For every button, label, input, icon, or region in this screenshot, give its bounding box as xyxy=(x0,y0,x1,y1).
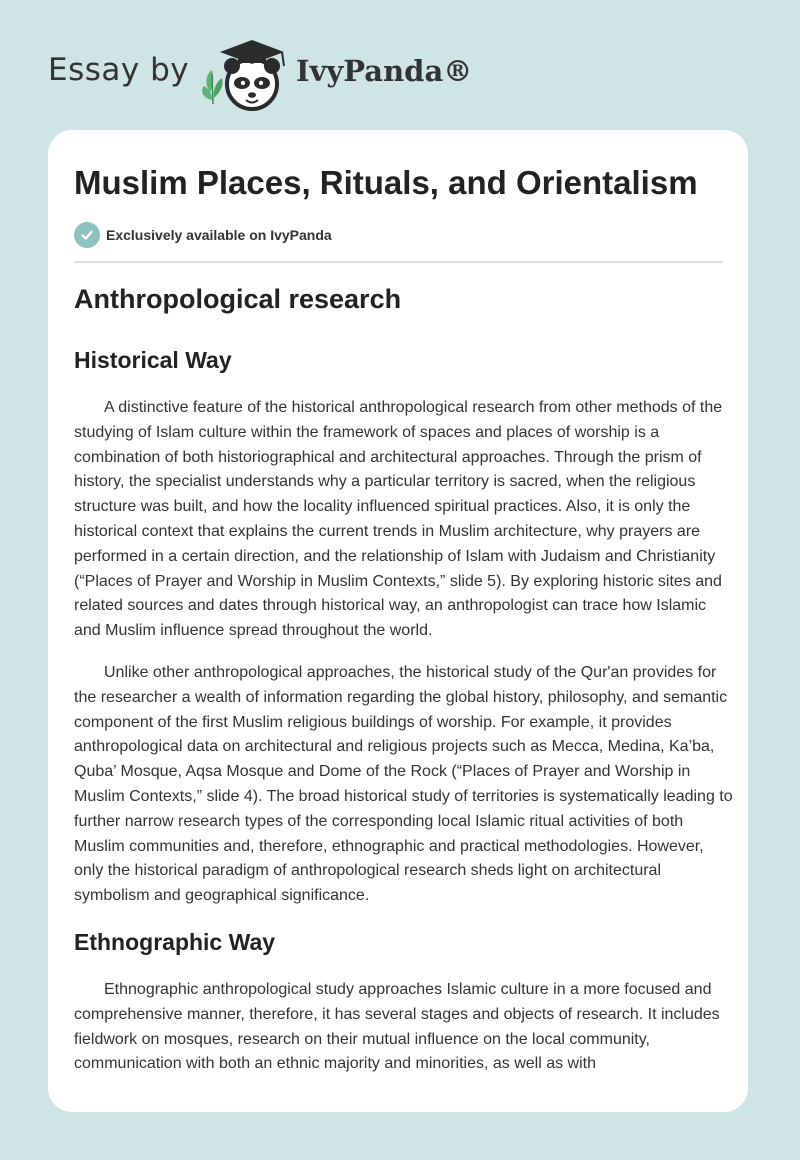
subsection-heading: Historical Way xyxy=(74,347,232,373)
subsection-heading: Ethnographic Way xyxy=(74,929,276,955)
site-header xyxy=(0,0,800,125)
panda-icon xyxy=(220,40,284,109)
leaf-icon xyxy=(202,70,222,104)
divider xyxy=(74,261,723,263)
badge-label: Exclusively available on IvyPanda xyxy=(106,227,332,243)
check-icon xyxy=(74,222,100,248)
paragraph: Ethnographic anthropological study approaches Islamic culture in a more focused and comprehensive manner, therefore, it has several stages and objects of research. It includes fieldwork on mosques, research on their mutual influence on the local community, communication with both an ethnic majority and minorities, as well as with xyxy=(74,981,720,1073)
exclusive-badge xyxy=(74,222,332,248)
essay-card xyxy=(48,130,748,1112)
section-heading: Anthropological research xyxy=(74,284,402,314)
page-title: Muslim Places, Rituals, and Orientalism xyxy=(74,164,698,201)
paragraph: Unlike other anthropological approaches, the historical study of the Qur'an provides for the researcher a wealth of information regarding the global history, philosophy, and semantic component of the first Muslim religious buildings of worship. For example, it provides anthropological data on architectural and religious projects such as Mecca, Medina, Ka’ba, Quba’ Mosque, Aqsa Mosque and Dome of the Rock (“Places of Prayer and Worship in Muslim Contexts,” slide 4). The broad historical study of territories is systematically leading to further narrow research types of the corresponding local Islamic ritual activities of both Muslim communities and, therefore, ethnographic and practical methodologies. However, only the historical paradigm of anthropological research sheds light on architectural symbolism and geographical significance. xyxy=(74,664,733,905)
paragraph: A distinctive feature of the historical anthropological research from other methods of the studying of Islam culture within the framework of spaces and places of worship is a combination of both historiographical and architectural approaches. Through the prism of history, the specialist understands why a particular territory is sacred, when the religious structure was built, and how the locality influenced spiritual practices. Also, it is only the historical context that explains the current trends in Muslim architecture, why prayers are performed in a certain direction, and the relationship of Islam with Judaism and Christianity (“Places of Prayer and Worship in Muslim Contexts,” slide 5). By exploring historic sites and related sources and dates through historical way, an anthropologist can trace how Islamic and Muslim influence spread throughout the world. xyxy=(74,399,723,640)
brand-name[interactable]: IvyPanda® xyxy=(296,54,473,88)
brand-prefix: Essay by xyxy=(48,52,190,88)
